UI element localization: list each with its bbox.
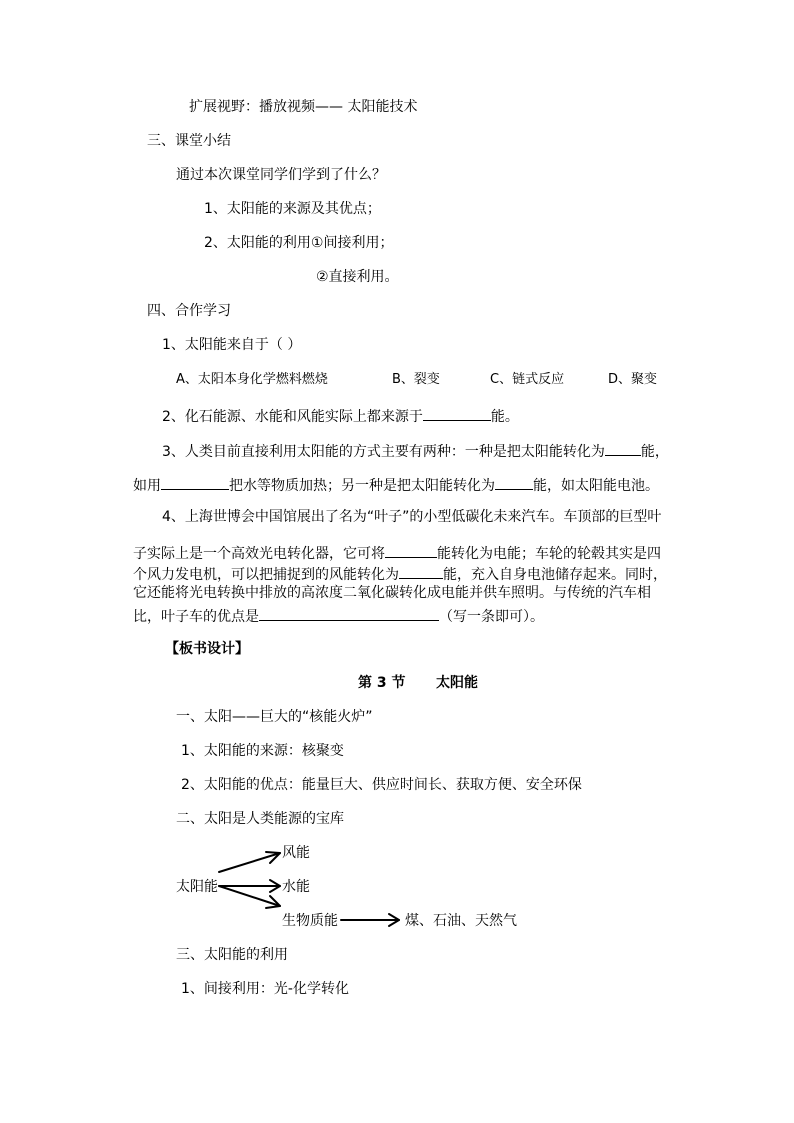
q4-text-3a: 个风力发电机，可以把捕捉到的风能转化为 <box>133 567 399 583</box>
q3c-text-3: 能，如太阳能电池。 <box>533 478 659 494</box>
q3c-text-2: 把水等物质加热；另一种是把太阳能转化为 <box>229 478 495 494</box>
question-4-line-4: 它还能将光电转换中排放的高浓度二氧化碳转化成电能并供车照明。与传统的汽车相 <box>133 585 651 601</box>
q2-tail: 能。 <box>490 409 519 425</box>
extend-view-line: 扩展视野：播放视频—— 太阳能技术 <box>189 99 418 115</box>
diagram-solar-energy: 太阳能 <box>176 879 218 895</box>
board-item-1-1: 1、太阳能的来源：核聚变 <box>181 743 344 759</box>
option-d: D、聚变 <box>608 372 658 387</box>
q4-text-5b: （写一条即可）。 <box>439 609 544 625</box>
diagram-water-energy: 水能 <box>282 879 310 895</box>
board-item-1-2: 2、太阳能的优点：能量巨大、供应时间长、获取方便、安全环保 <box>181 777 582 793</box>
q2-text: 2、化石能源、水能和风能实际上都来源于 <box>162 409 423 425</box>
q4-text-2b: 能转化为电能；车轮的轮毂其实是四 <box>437 546 661 562</box>
q3c-text-1: 如用 <box>133 478 161 494</box>
section-heading-coop: 四、合作学习 <box>147 303 231 319</box>
board-item-3: 三、太阳能的利用 <box>176 947 288 963</box>
option-a: A、太阳本身化学燃料燃烧 <box>176 372 328 387</box>
section-heading-summary: 三、课堂小结 <box>147 133 231 149</box>
board-item-3-1: 1、间接利用：光-化学转化 <box>181 981 349 997</box>
q4-text-2a: 子实际上是一个高效光电转化器，它可将 <box>133 546 385 562</box>
board-item-1: 一、太阳——巨大的“核能火炉” <box>176 709 373 725</box>
diagram-biomass-energy: 生物质能 <box>282 913 338 929</box>
diagram-fossil-fuels: 煤、石油、天然气 <box>405 913 517 929</box>
board-item-2: 二、太阳是人类能源的宝库 <box>176 811 344 827</box>
summary-point-2b: ②直接利用。 <box>316 269 399 285</box>
section-number: 第 3 节 <box>358 675 406 691</box>
board-design-heading: 【板书设计】 <box>165 641 249 657</box>
q3-tail: 能， <box>640 444 669 460</box>
section-title: 太阳能 <box>436 675 478 691</box>
q4-text-3b: 能，充入自身电池储存起来。同时， <box>443 567 667 583</box>
question-4-line-1: 4、上海世博会中国馆展出了名为“叶子”的小型低碳化未来汽车。车顶部的巨型叶 <box>162 509 662 525</box>
question-1: 1、太阳能来自于（ ） <box>162 337 302 353</box>
option-b: B、裂变 <box>392 372 440 387</box>
summary-point-1: 1、太阳能的来源及其优点； <box>204 201 381 217</box>
option-c: C、链式反应 <box>490 372 565 387</box>
q4-text-5a: 比，叶子车的优点是 <box>133 609 259 625</box>
diagram-wind-energy: 风能 <box>282 845 310 861</box>
summary-question: 通过本次课堂同学们学到了什么？ <box>176 167 386 183</box>
q3-text: 3、人类目前直接利用太阳能的方式主要有两种：一种是把太阳能转化为 <box>162 444 605 460</box>
summary-point-2: 2、太阳能的利用①间接利用； <box>204 235 394 251</box>
